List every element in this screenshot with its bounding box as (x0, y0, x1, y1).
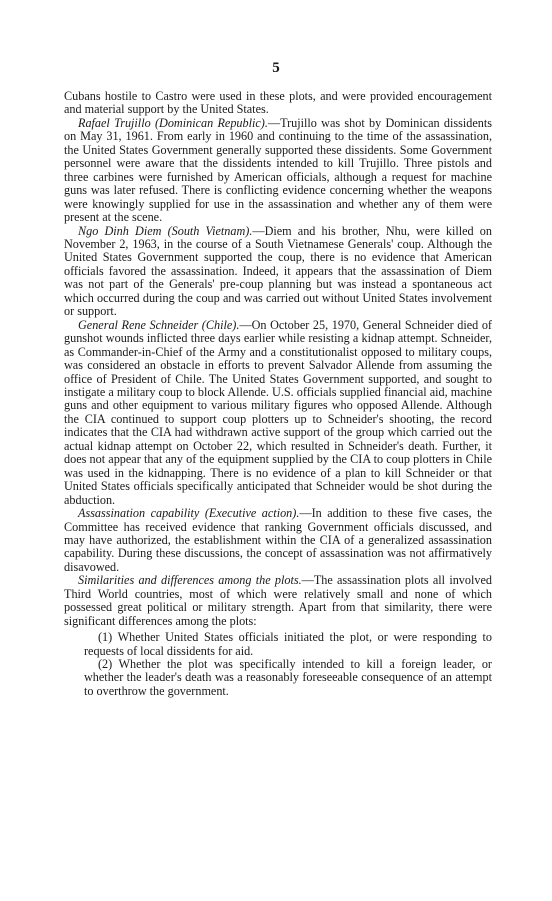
paragraph-text: —On October 25, 1970, General Schneider died of gunshot wounds inflicted three days earlier while resisting a kidnap attempt. Schneider, as Commander-in-Chief of the Army and a constitutionalist opposed to military coups, was considered an obstacle in efforts to prevent Salvador Allende from assuming the office of President of Chile. The United States Government supported, and sought to instigate a military coup to block Allende. U.S. officials supplied financial aid, machine guns and other equipment to various military figures who opposed Allende. Although the CIA continued to support coup plotters up to Schneider's shooting, the record indicates that the CIA had withdrawn active support of the group which carried out the actual kidnap attempt on October 22, which resulted in Schneider's death. Further, it does not appear that any of the equipment supplied by the CIA to coup plotters in Chile was used in the kidnapping. There is no evidence of a plan to kill Schneider or that United States officials specifically anticipated that Schneider would be shot during the abduction. (64, 317, 492, 507)
paragraph-text: —In addition to these five cases, the Committee has received evidence that ranking Government officials discussed, and may have authorized, the establishment within the CIA of a generalized assassination capability. During these discussions, the concept of assassination was not affirmatively disavowed. (64, 506, 492, 574)
paragraph-text: Cubans hostile to Castro were used in these plots, and were provided encouragement and material support by the United States. (64, 89, 492, 117)
paragraph-trujillo (64, 117, 492, 225)
paragraph-lead: Rafael Trujillo (Dominican Republic). (78, 115, 268, 130)
paragraph-similarities (64, 574, 492, 628)
paragraph-text: —Trujillo was shot by Dominican dissidents on May 31, 1961. From early in 1960 and continuing to the time of the assassination, the United States Government generally supported these dissidents. Some Government personnel were aware that the dissidents intended to kill Trujillo. Three pistols and three carbines were furnished by American officials, although a request for machine guns was later refused. There is conflicting evidence concerning whether the weapons were knowingly supplied for use in the assassination and whether any of them were present at the scene. (64, 115, 492, 225)
paragraph-lead: Ngo Dinh Diem (South Vietnam). (78, 223, 253, 238)
paragraph-schneider (64, 319, 492, 507)
paragraph-diem (64, 225, 492, 319)
paragraph-lead: General Rene Schneider (Chile). (78, 317, 240, 332)
paragraph (64, 90, 492, 117)
document-body (64, 90, 492, 698)
paragraph-lead: Assassination capability (Executive action). (78, 506, 300, 521)
paragraph-assassination-capability (64, 507, 492, 574)
list-item: (1) Whether United States officials initiated the plot, or were responding to requests of local dissidents for aid. (84, 630, 492, 658)
differences-list (64, 631, 492, 698)
paragraph-text: —The assassination plots all involved Third World countries, most of which were relatively small and none of which possessed great political or military strength. Apart from that similarity, there were significant differences among the plots: (64, 573, 492, 628)
list-item: (2) Whether the plot was specifically intended to kill a foreign leader, or whether the leader's death was a reasonably foreseeable consequence of an attempt to overthrow the government. (84, 657, 492, 698)
paragraph-text: —Diem and his brother, Nhu, were killed on November 2, 1963, in the course of a South Vietnamese Generals' coup. Although the United States Government supported the coup, there is no evidence that American officials favored the assassination. Indeed, it appears that the assassination of Diem was not part of the Generals' pre-coup planning but was instead a spontaneous act which occurred during the coup and was carried out without United States involvement or support. (64, 223, 492, 319)
page-number: 5 (272, 60, 280, 76)
paragraph-lead: Similarities and differences among the plots. (78, 573, 302, 588)
